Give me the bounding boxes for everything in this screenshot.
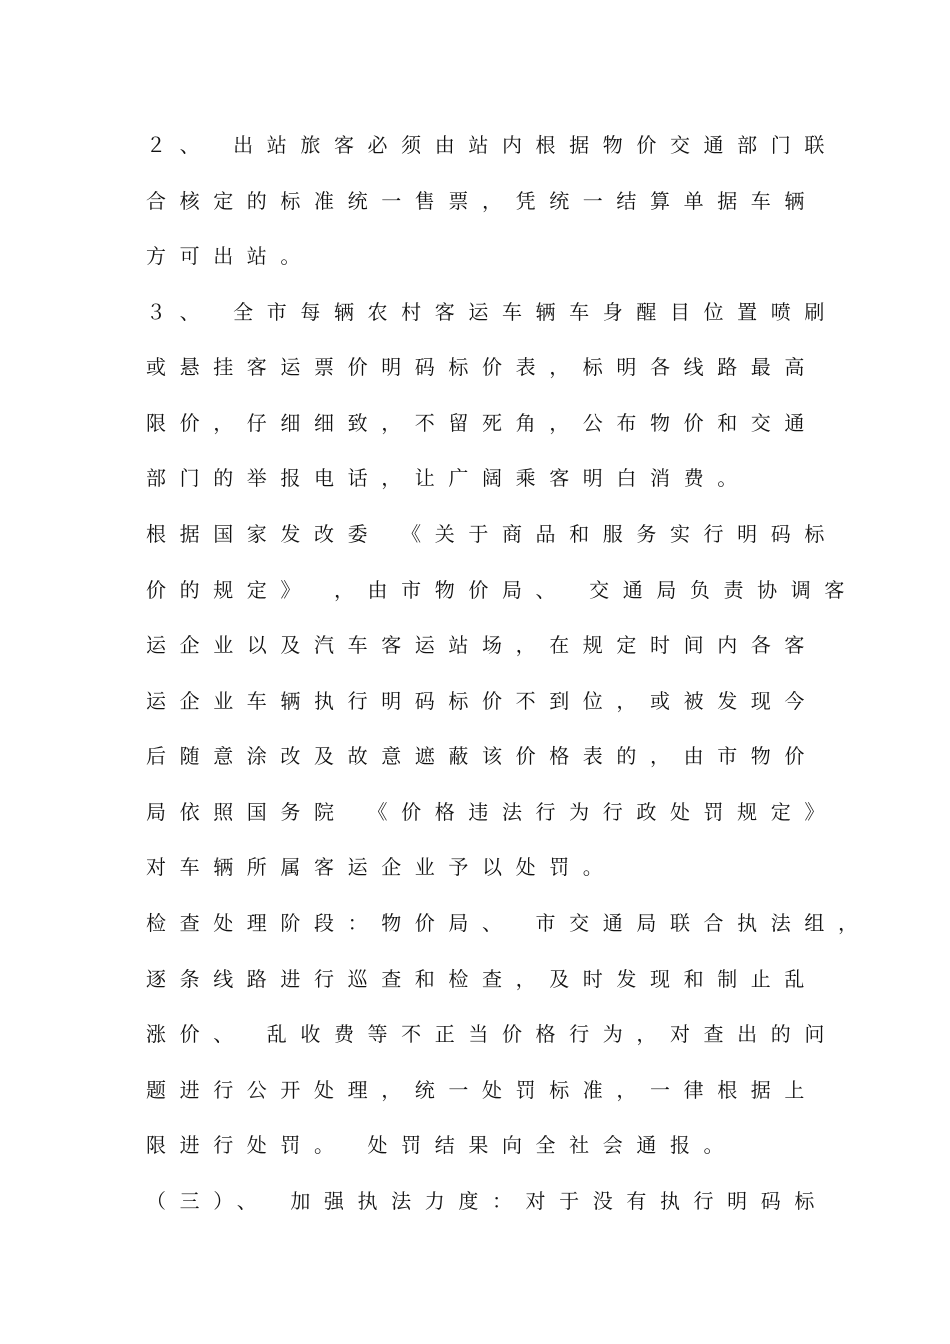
text-line: 根据国家发改委 《关于商品和服务实行明码标 — [146, 522, 838, 546]
text-line: 运企业车辆执行明码标价不到位，或被发现今 — [146, 689, 818, 713]
text-line: 或悬挂客运票价明码标价表，标明各线路最高 — [146, 355, 818, 379]
text-line: 逐条线路进行巡查和检查，及时发现和制止乱 — [146, 967, 818, 991]
text-line: 限进行处罚。 处罚结果向全社会通报。 — [146, 1133, 738, 1157]
text-line: 限价，仔细细致，不留死角，公布物价和交通 — [146, 411, 818, 435]
text-line: 部门的举报电话，让广阔乘客明白消费。 — [146, 466, 751, 490]
text-line: 对车辆所属客运企业予以处罚。 — [146, 855, 617, 879]
text-line: 后随意涂改及故意遮蔽该价格表的，由市物价 — [146, 744, 818, 768]
text-line: 合核定的标准统一售票，凭统一结算单据车辆 — [146, 189, 818, 213]
text-line: ２、 出站旅客必须由站内根据物价交通部门联 — [146, 133, 838, 157]
text-line: 检查处理阶段：物价局、 市交通局联合执法组， — [146, 911, 872, 935]
text-line: 运企业以及汽车客运站场，在规定时间内各客 — [146, 633, 818, 657]
text-line: ３、 全市每辆农村客运车辆车身醒目位置喷刷 — [146, 300, 838, 324]
text-line: （三）、 加强执法力度：对于没有执行明码标 — [146, 1189, 828, 1213]
text-line: 价的规定》 ，由市物价局、 交通局负责协调客 — [146, 578, 858, 602]
text-line: 方可出站。 — [146, 244, 314, 268]
text-line: 涨价、 乱收费等不正当价格行为，对查出的问 — [146, 1022, 838, 1046]
text-line: 局依照国务院 《价格违法行为行政处罚规定》 — [146, 800, 838, 824]
text-line: 题进行公开处理，统一处罚标准，一律根据上 — [146, 1078, 818, 1102]
